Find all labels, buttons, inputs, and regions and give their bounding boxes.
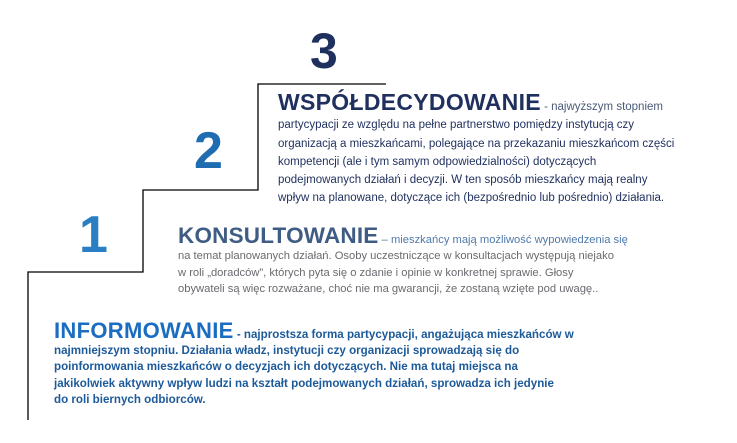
step-number-3: 3	[310, 23, 338, 79]
step-3-line: partycypacji ze względu na pełne partnerstwo pomiędzy instytucją czy	[278, 119, 635, 132]
step-3-title: WSPÓŁDECYDOWANIE	[278, 89, 541, 115]
step-2-lead: – mieszkańcy mają możliwość wypowiedzenia się	[378, 234, 628, 246]
step-1-heading-line	[54, 318, 694, 343]
step-1-title: INFORMOWANIE	[54, 318, 234, 343]
step-2-line: obywateli są więc rozważane, choć nie ma gwarancji, że zostaną wzięte pod uwagę..	[178, 282, 599, 295]
step-2-heading-line	[178, 223, 708, 248]
step-1-line: jakikolwiek aktywny wpływ ludzi na kształt podejmowanych działań, sprowadza ich jedynie	[54, 376, 554, 390]
step-1-lead: - najprostsza forma partycypacji, angażująca mieszkańców w	[233, 328, 574, 341]
step-2-line: w roli „doradców”, których pyta się o zdanie i opinie w konkretnej sprawie. Głosy	[178, 266, 574, 279]
step-1-description	[54, 318, 694, 408]
step-1-line: do roli biernych odbiorców.	[54, 392, 206, 406]
step-2-description	[178, 223, 708, 297]
step-2-line: na temat planowanych działań. Osoby uczestniczące w konsultacjach występują niejako	[178, 250, 614, 263]
step-1-line: najmniejszym stopniu. Działania władz, instytucji czy organizacji sprowadzają się do	[54, 344, 520, 358]
step-3-line: organizacją a mieszkańcami, polegające na przekazaniu mieszkańcom części	[278, 137, 675, 150]
step-number-2: 2	[194, 122, 223, 180]
step-3-line: kompetencji (ale i tym samym odpowiedzialności) dotyczących	[278, 155, 597, 168]
step-1-line: poinformowania mieszkańców o decyzjach ich dotyczących. Nie ma tutaj miejsca na	[54, 360, 518, 374]
step-3-lead: - najwyższym stopniem	[540, 101, 663, 113]
step-3-line: podejmowanych działań i decyzji. W ten sposób mieszkańcy mają realny	[278, 174, 648, 187]
step-2-title: KONSULTOWANIE	[178, 223, 379, 248]
step-3-heading-line	[278, 89, 734, 116]
step-3-description	[278, 89, 734, 208]
step-number-1: 1	[79, 206, 108, 264]
step-3-line: wpływ na planowane, dotyczące ich (bezpośrednio lub pośrednio) działania.	[278, 192, 665, 205]
